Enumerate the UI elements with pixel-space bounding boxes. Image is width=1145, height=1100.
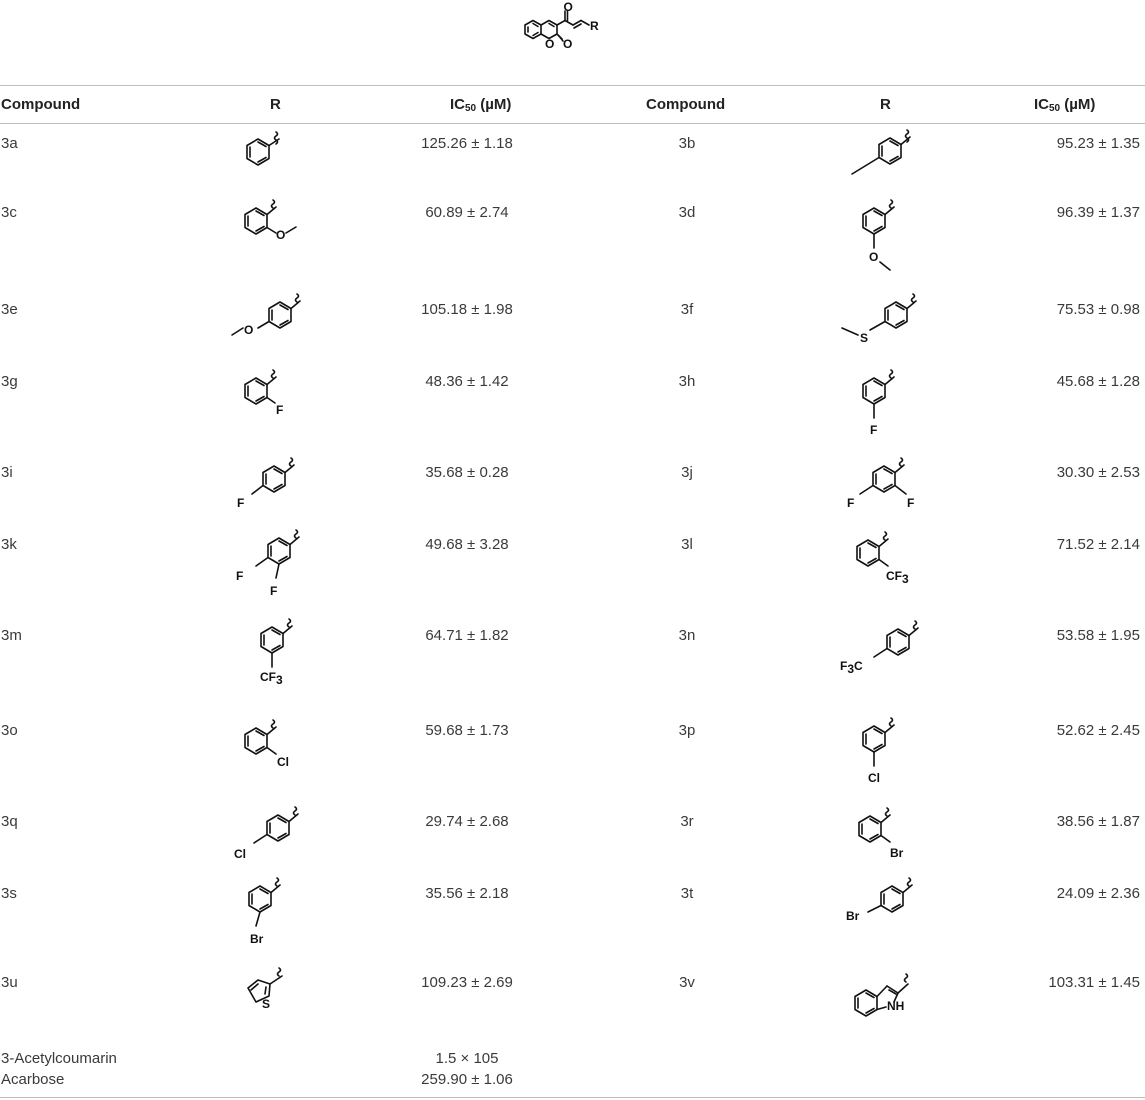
ic50-3j: 30.30 ± 2.53 xyxy=(1056,464,1140,481)
ic50-3e: 105.18 ± 1.98 xyxy=(421,301,513,318)
compound-3q: 3q xyxy=(1,813,18,830)
3f-thio-s: S xyxy=(860,331,869,345)
structure-3f xyxy=(838,288,948,350)
ic50-3o: 59.68 ± 1.73 xyxy=(425,722,509,739)
header-ic50-left: $IC_{50}$ (µM) xyxy=(450,96,512,114)
structure-3u xyxy=(238,962,318,1018)
structure-3g xyxy=(236,362,316,422)
ic50-3q: 29.74 ± 2.68 xyxy=(425,813,509,830)
header-compound-left: Compound xyxy=(1,96,81,113)
ic50-3g: 48.36 ± 1.42 xyxy=(425,373,509,390)
3e-methoxy-o: O xyxy=(244,323,254,337)
structure-3b xyxy=(842,124,942,184)
structure-3r xyxy=(848,800,938,866)
3j-fluoro-4: F xyxy=(847,496,855,510)
3g-fluoro: F xyxy=(276,403,284,417)
3d-methoxy-o: O xyxy=(869,250,879,264)
structure-3q xyxy=(232,801,332,865)
compound-3l: 3l xyxy=(681,536,693,553)
compound-3b: 3b xyxy=(678,135,696,152)
ic50-3a: 125.26 ± 1.18 xyxy=(421,135,513,152)
3t-bromo: Br xyxy=(846,909,860,923)
scaffold-lactone-o: O xyxy=(563,37,573,51)
compound-3a: 3a xyxy=(1,135,18,152)
structure-3o xyxy=(236,712,326,776)
compound-3u: 3u xyxy=(1,974,18,991)
reference-ic50-1: 1.5 × 105 xyxy=(435,1050,499,1067)
compound-3s: 3s xyxy=(1,885,17,902)
3o-chloro: Cl xyxy=(277,755,289,769)
header-ic50-right: $IC_{50}$ (µM) xyxy=(1034,96,1096,114)
ic50-3s: 35.56 ± 2.18 xyxy=(425,885,509,902)
ic50-3n: 53.58 ± 1.95 xyxy=(1056,627,1140,644)
compound-3r: 3r xyxy=(680,813,694,830)
table-top-rule xyxy=(0,85,1145,86)
3m-cf3: CF3 xyxy=(260,670,283,687)
compound-3p: 3p xyxy=(678,722,696,739)
scaffold-r-group: R xyxy=(590,19,599,33)
compound-3g: 3g xyxy=(1,373,18,390)
compound-3j: 3j xyxy=(681,464,693,481)
compound-3v: 3v xyxy=(679,974,695,991)
structure-3p xyxy=(846,710,926,792)
ic50-3k: 49.68 ± 3.28 xyxy=(425,536,509,553)
ic50-3i: 35.68 ± 0.28 xyxy=(425,464,509,481)
compound-3t: 3t xyxy=(680,885,694,902)
ic50-3c: 60.89 ± 2.74 xyxy=(425,204,509,221)
compound-3o: 3o xyxy=(1,722,18,739)
compound-3c: 3c xyxy=(1,204,17,221)
structure-3j xyxy=(842,452,942,516)
ic50-3r: 38.56 ± 1.87 xyxy=(1056,813,1140,830)
ic50-3t: 24.09 ± 2.36 xyxy=(1056,885,1140,902)
compound-3e: 3e xyxy=(1,301,18,318)
structure-3i xyxy=(234,452,324,512)
ic50-3u: 109.23 ± 2.69 xyxy=(421,974,513,991)
structure-3n xyxy=(836,615,946,681)
ic50-3f: 75.53 ± 0.98 xyxy=(1056,301,1140,318)
reference-compound-2: Acarbose xyxy=(1,1071,65,1088)
structure-3l xyxy=(846,526,936,592)
ic50-3b: 95.23 ± 1.35 xyxy=(1056,135,1140,152)
scaffold-carbonyl-o: O xyxy=(563,0,573,14)
ic50-3m: 64.71 ± 1.82 xyxy=(425,627,509,644)
ic50-3v: 103.31 ± 1.45 xyxy=(1048,974,1140,991)
3q-chloro: Cl xyxy=(234,847,246,861)
header-r-left: R xyxy=(270,96,281,113)
ic50-3h: 45.68 ± 1.28 xyxy=(1056,373,1140,390)
header-r-right: R xyxy=(880,96,891,113)
structure-3t xyxy=(838,874,948,936)
3j-fluoro-2: F xyxy=(907,496,915,510)
3p-chloro: Cl xyxy=(868,771,880,785)
3l-cf3: CF3 xyxy=(886,569,909,586)
3k-fluoro-4: F xyxy=(236,569,244,583)
3h-fluoro: F xyxy=(870,423,878,437)
compound-3d: 3d xyxy=(678,204,696,221)
3c-methoxy-o: O xyxy=(276,228,286,242)
scaffold-structure xyxy=(519,0,623,55)
reference-compound-1: 3-Acetylcoumarin xyxy=(1,1050,117,1067)
structure-3k xyxy=(234,528,324,600)
compound-3f: 3f xyxy=(680,301,694,318)
structure-3h xyxy=(846,362,926,442)
structure-3a xyxy=(238,128,308,180)
3u-thiophene-s: S xyxy=(262,997,271,1011)
ic50-3p: 52.62 ± 2.45 xyxy=(1056,722,1140,739)
header-compound-right: Compound xyxy=(646,96,726,113)
scaffold-ring-o: O xyxy=(545,37,555,51)
3v-indole-nh: NH xyxy=(887,999,905,1013)
structure-3d xyxy=(846,192,926,278)
compound-3h: 3h xyxy=(678,373,696,390)
structure-3m xyxy=(236,615,326,697)
3i-fluoro: F xyxy=(237,496,245,510)
3s-bromo: Br xyxy=(250,932,264,946)
3r-bromo: Br xyxy=(890,846,904,860)
structure-3e xyxy=(222,288,332,348)
compound-3k: 3k xyxy=(1,536,17,553)
compound-3n: 3n xyxy=(678,627,696,644)
structure-3v xyxy=(846,960,936,1032)
structure-3s xyxy=(236,874,316,950)
compound-3m: 3m xyxy=(1,627,22,644)
3n-f3c: F3C xyxy=(840,659,863,676)
3k-fluoro-3: F xyxy=(270,584,278,598)
reference-ic50-2: 259.90 ± 1.06 xyxy=(421,1071,513,1088)
table-bottom-rule xyxy=(0,1097,1145,1098)
ic50-3d: 96.39 ± 1.37 xyxy=(1056,204,1140,221)
structure-3c xyxy=(236,192,326,252)
compound-3i: 3i xyxy=(1,464,13,481)
ic50-3l: 71.52 ± 2.14 xyxy=(1056,536,1140,553)
table-header-rule xyxy=(0,123,1145,124)
